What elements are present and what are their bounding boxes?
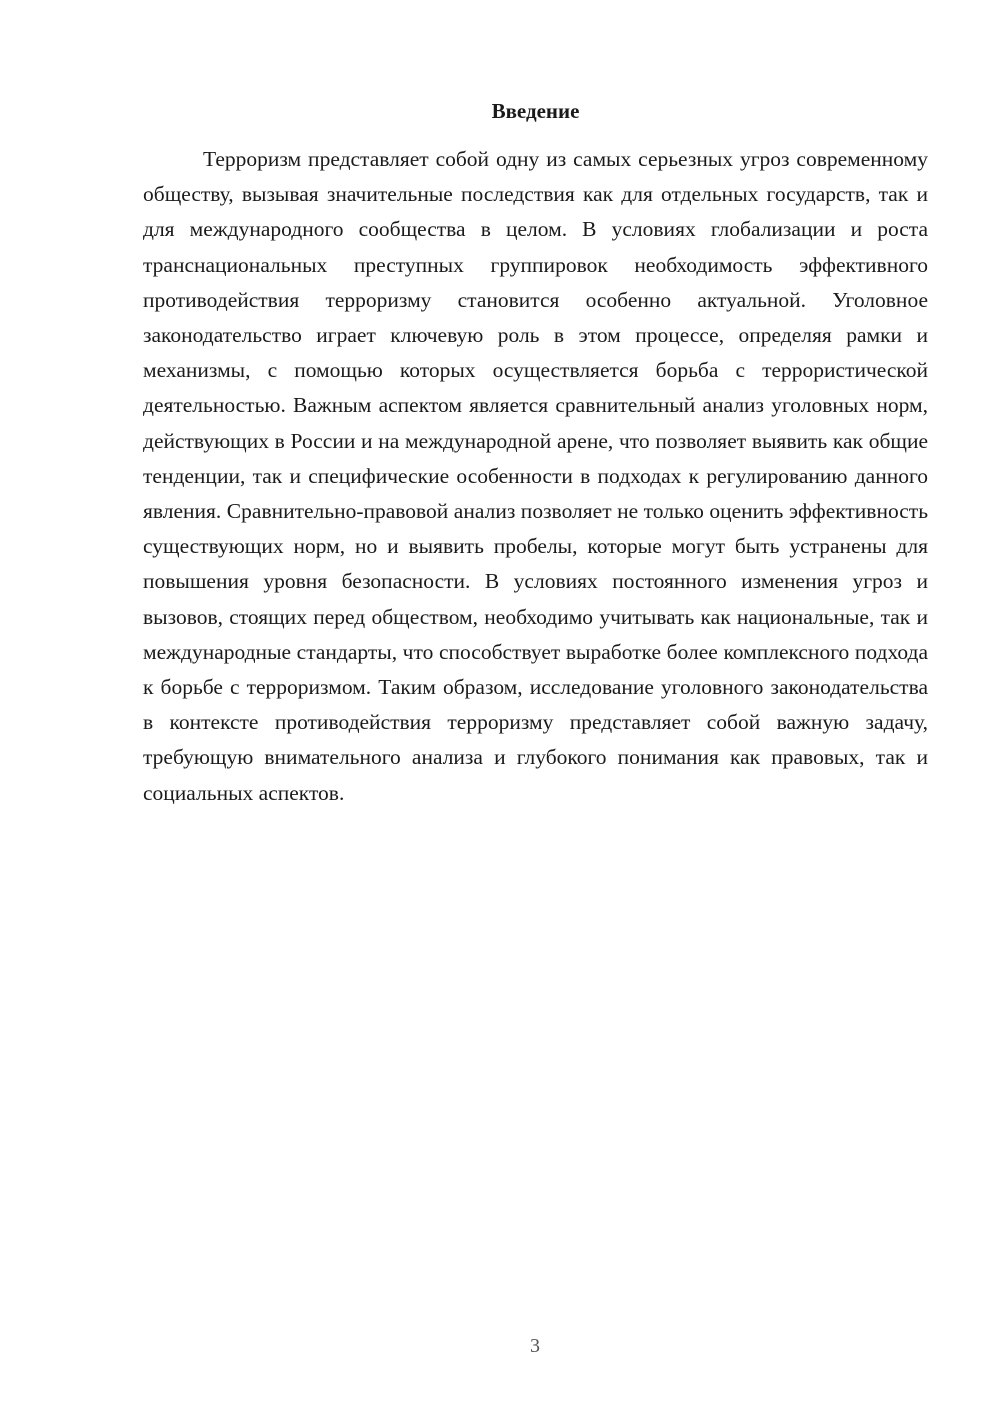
body-paragraph: Терроризм представляет собой одну из самых серьезных угроз современному обществу, вызывая значительные последствия как для отдельных государств, так и для международного сообщества в целом. В условиях глобализации и роста транснациональных преступных группировок необходимость эффективного противодействия терроризму становится особенно актуальной. Уголовное законодательство играет ключевую роль в этом процессе, определяя рамки и механизмы, с помощью которых осуществляется борьба с террористической деятельностью. Важным аспектом является сравнительный анализ уголовных норм, действующих в России и на международной арене, что позволяет выявить как общие тенденции, так и специфические особенности в подходах к регулированию данного явления. Сравнительно-правовой анализ позволяет не только оценить эффективность существующих норм, но и выявить пробелы, которые могут быть устранены для повышения уровня безопасности. В условиях постоянного изменения угроз и вызовов, стоящих перед обществом, необходимо учитывать как национальные, так и международные стандарты, что способствует выработке более комплексного подхода к борьбе с терроризмом. Таким образом, исследование уголовного законодательства в контексте противодействия терроризму представляет собой важную задачу, требующую внимательного анализа и глубокого понимания как правовых, так и социальных аспектов.	[143, 147, 928, 805]
section-heading: Введение	[491, 99, 580, 123]
page-number: 3	[530, 1335, 540, 1357]
